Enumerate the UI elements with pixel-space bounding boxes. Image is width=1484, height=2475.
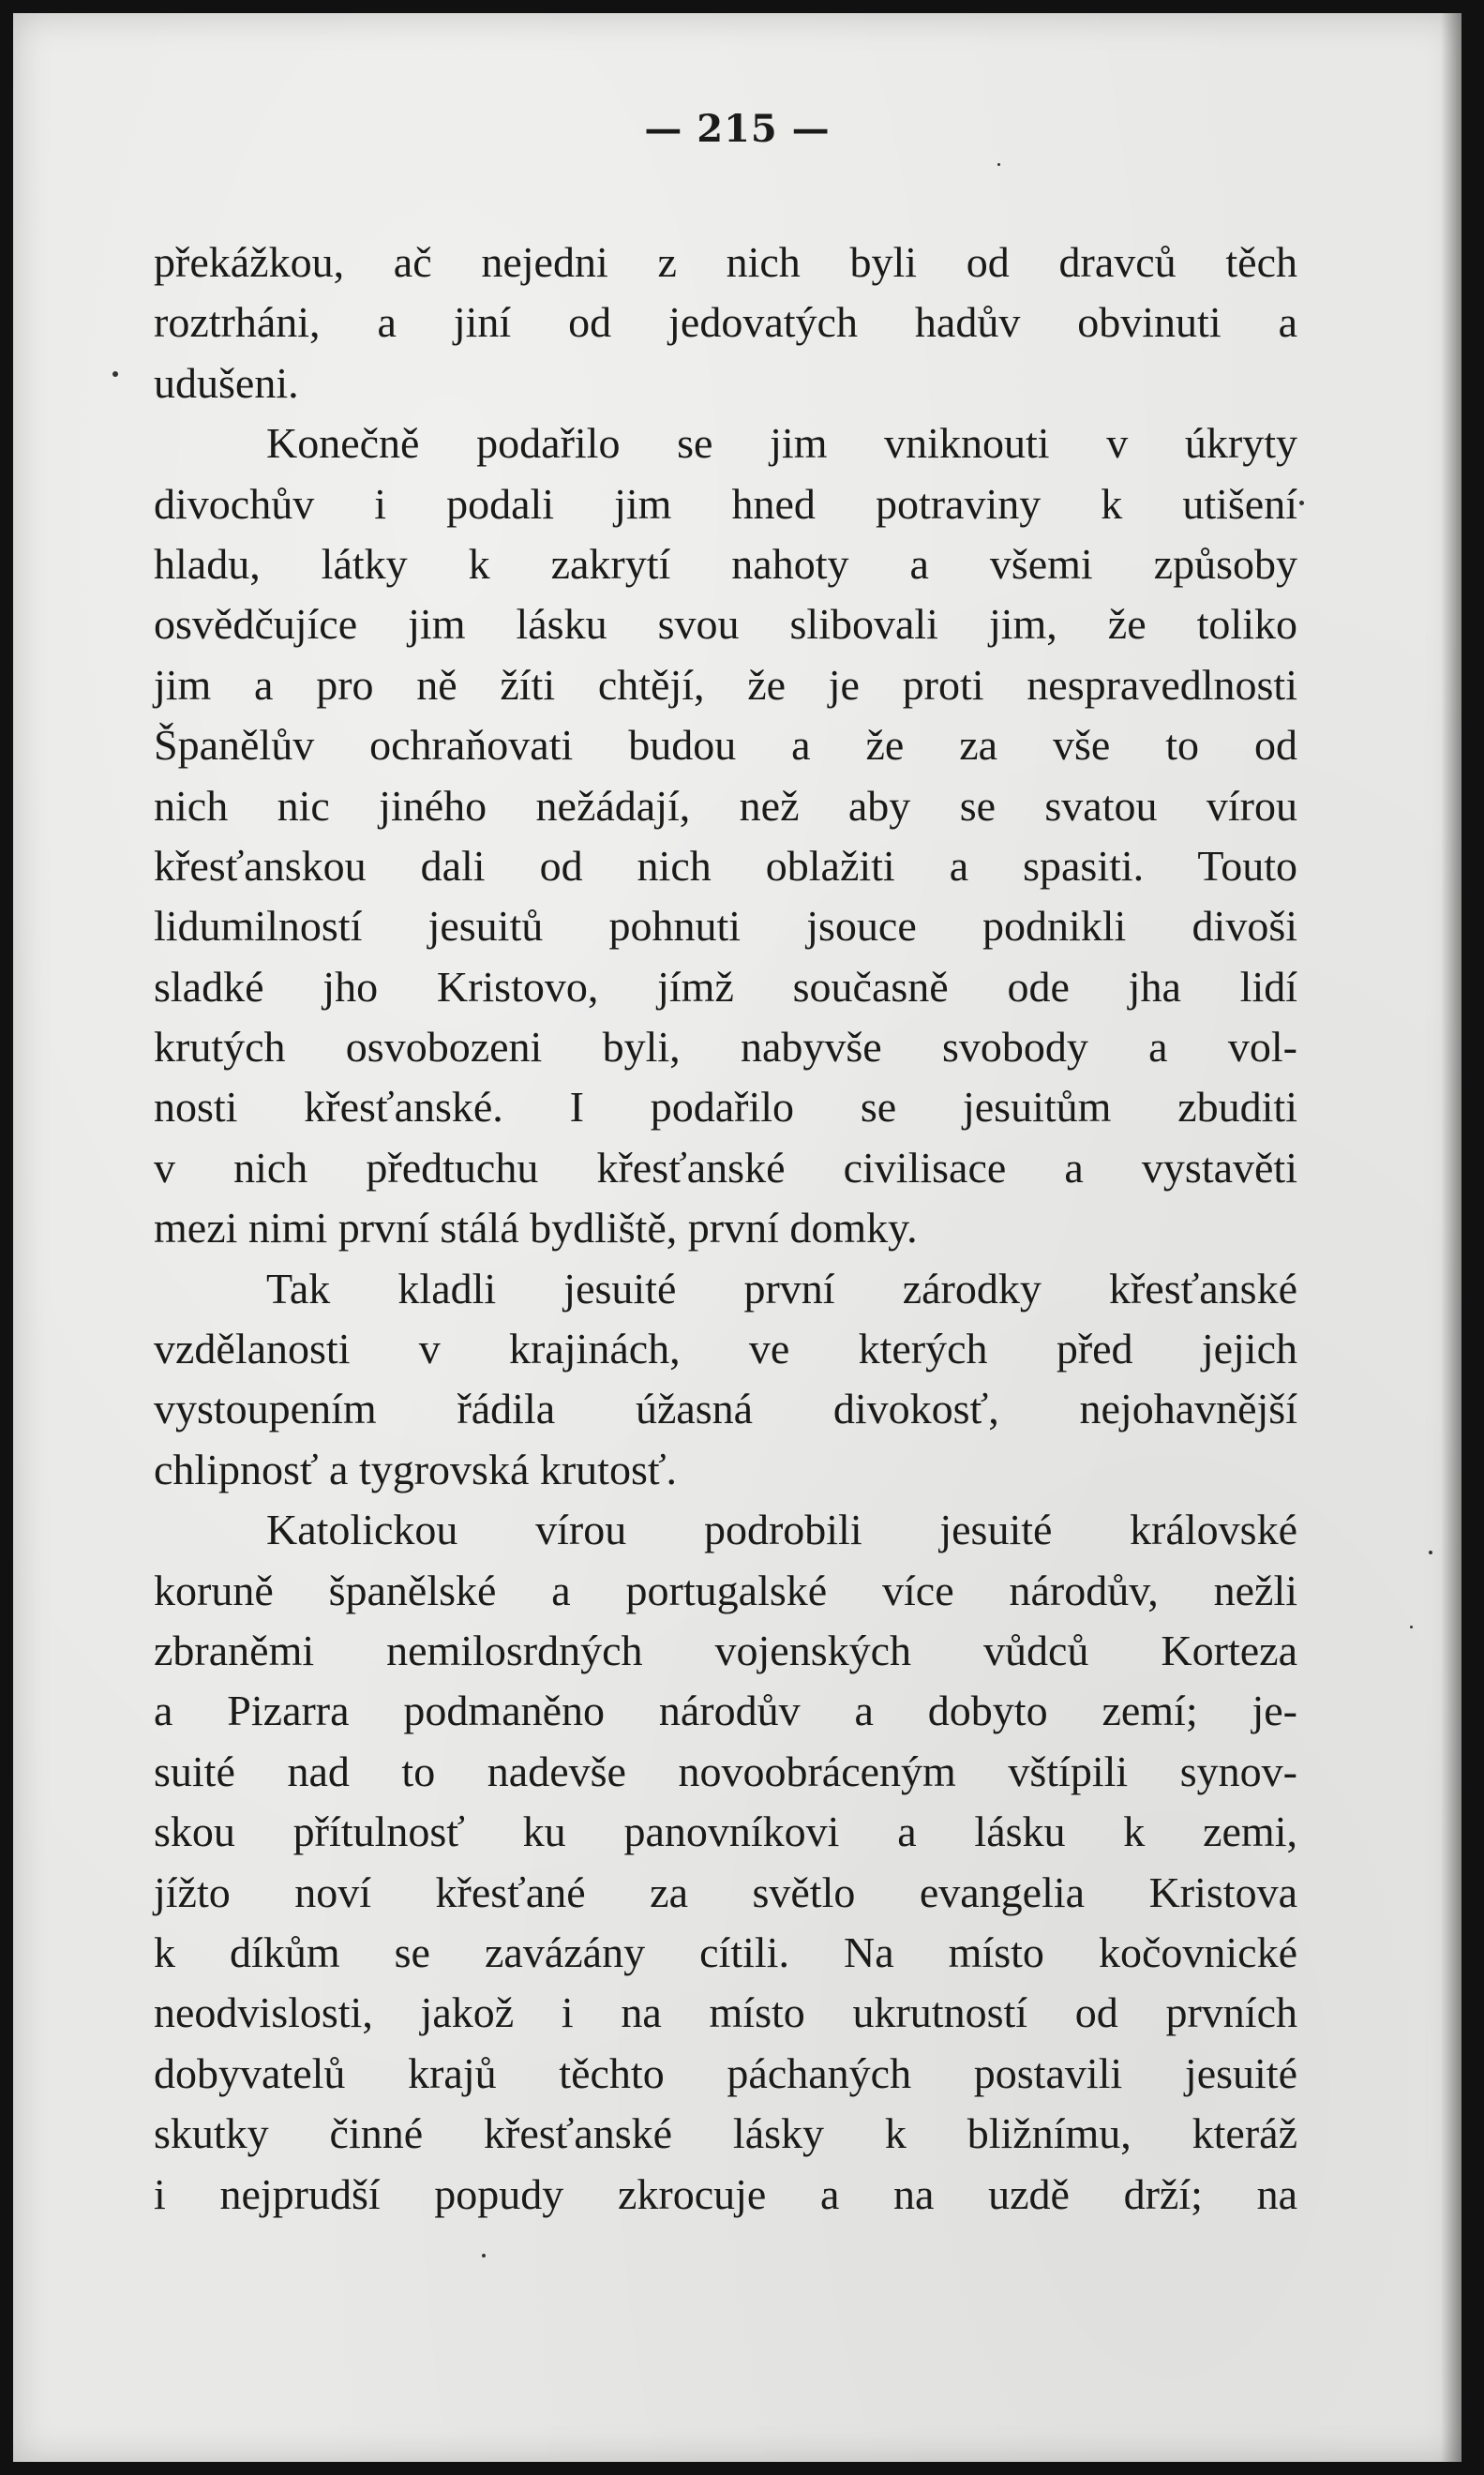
text-line: krutých osvobozeni byli, nabyvše svobody a vol-	[154, 1023, 1297, 1072]
text-line: i nejprudší popudy zkrocuje a na uzdě drží; na	[154, 2169, 1297, 2218]
text-line: udušeni.	[154, 358, 299, 407]
paper-speck	[482, 2254, 486, 2258]
text-line: divochův i podali jim hned potraviny k utišení	[154, 479, 1297, 528]
page-number: — 215 —	[644, 107, 831, 151]
paper-speck	[112, 371, 118, 377]
text-line: lidumilností jesuitů pohnuti jsouce podnikli divoši	[154, 902, 1297, 951]
text-line: mezi nimi první stálá bydliště, první domky.	[154, 1204, 918, 1252]
text-line: křesťanskou dali od nich oblažiti a spasiti. Touto	[154, 841, 1297, 890]
text-line: vzdělanosti v krajinách, ve kterých před jejich	[154, 1325, 1297, 1373]
text-line: Tak kladli jesuité první zárodky křesťanské	[266, 1264, 1297, 1312]
text-line: jim a pro ně žíti chtějí, že je proti nespravedlnosti	[154, 660, 1297, 709]
text-line: dobyvatelů krajů těchto páchaných postavili jesuité	[154, 2048, 1297, 2097]
text-line: Konečně podařilo se jim vniknouti v úkryty	[266, 419, 1297, 468]
text-line: neodvislosti, jakož i na místo ukrutností od prvních	[154, 1988, 1297, 2037]
paper-speck	[997, 163, 1000, 166]
text-line: osvědčujíce jim lásku svou slibovali jim, že toliko	[154, 600, 1297, 649]
text-line: a Pizarra podmaněno národův a dobyto zemí; je-	[154, 1687, 1297, 1735]
paper-speck	[1429, 1551, 1432, 1554]
text-line: hladu, látky k zakrytí nahoty a všemi způsoby	[154, 539, 1297, 588]
text-line: sladké jho Kristovo, jímž současně ode jha lidí	[154, 962, 1297, 1011]
body-text	[154, 232, 1297, 2225]
book-page	[13, 13, 1462, 2462]
text-line: skutky činné křesťanské lásky k bližnímu, kteráž	[154, 2109, 1297, 2158]
text-line: vystoupením řádila úžasná divokosť, nejohavnější	[154, 1385, 1297, 1433]
text-line: skou přítulnosť ku panovníkovi a lásku k zemi,	[154, 1808, 1297, 1856]
text-line: suité nad to nadevše novoobráceným vštípili synov-	[154, 1747, 1297, 1795]
text-line: v nich předtuchu křesťanské civilisace a vystavěti	[154, 1143, 1297, 1192]
text-line: překážkou, ač nejedni z nich byli od dravců těch	[154, 238, 1297, 286]
text-line: Katolickou vírou podrobili jesuité královské	[266, 1506, 1297, 1554]
text-line: jížto noví křesťané za světlo evangelia Kristova	[154, 1868, 1297, 1916]
text-line: zbraněmi nemilosrdných vojenských vůdců Korteza	[154, 1626, 1297, 1674]
text-line: roztrháni, a jiní od jedovatých hadův obvinuti a	[154, 298, 1297, 347]
paper-speck	[1299, 501, 1304, 505]
text-line: chlipnosť a tygrovská krutosť.	[154, 1445, 678, 1493]
text-line: Španělův ochraňovati budou a že za vše to od	[154, 721, 1297, 770]
text-line: k díkům se zavázány cítili. Na místo kočovnické	[154, 1928, 1297, 1976]
paper-speck	[1410, 1626, 1413, 1628]
text-line: koruně španělské a portugalské více národův, nežli	[154, 1566, 1297, 1614]
text-line: nosti křesťanské. I podařilo se jesuitům zbuditi	[154, 1083, 1297, 1132]
text-line: nich nic jiného nežádají, než aby se svatou vírou	[154, 781, 1297, 830]
